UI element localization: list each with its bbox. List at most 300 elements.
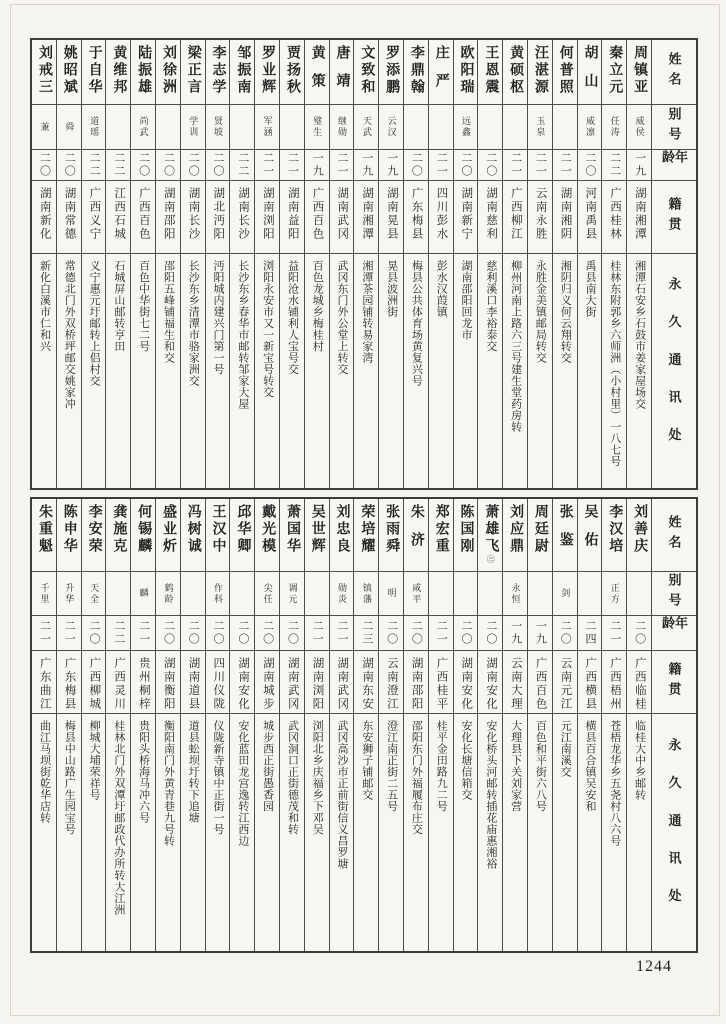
person-name-cell (528, 40, 552, 105)
person-native: 湖南安化 (485, 657, 498, 711)
person-native: 云南澄江 (385, 657, 398, 711)
person-address-cell (454, 254, 478, 488)
person-native-cell (627, 651, 651, 714)
person-alias-cell (280, 105, 304, 150)
person-native: 广西桂林 (609, 187, 622, 241)
person-alias-cell (379, 572, 403, 616)
person-address: 湘阴归义何云翔转交 (559, 260, 572, 364)
roster-table-top (30, 38, 698, 490)
person-address-cell (230, 254, 254, 488)
person-age: 二一 (336, 620, 349, 646)
person-native-cell (305, 651, 329, 714)
person-address: 道县蚣坝圩转下追塘 (187, 720, 200, 824)
person-name-text: 罗业辉 (260, 45, 276, 96)
person-column (280, 40, 305, 488)
person-alias: 尚武 (138, 116, 149, 138)
person-name-cell (627, 40, 651, 105)
person-native: 广西义宁 (88, 187, 101, 241)
person-name-cell (32, 499, 56, 572)
person-address-cell (305, 714, 329, 951)
person-name (358, 504, 374, 571)
person-name-cell (206, 499, 230, 572)
person-age: 一九 (360, 152, 373, 178)
person-name-text: 秦立元 (607, 45, 623, 96)
person-name-text: 陈申华 (61, 504, 77, 555)
person-address: 慈利溪口李裕泰交 (484, 260, 497, 352)
person-name-text: 王恩震 (483, 45, 499, 96)
person-alias: 军涵 (262, 116, 273, 138)
person-address: 百色龙城乡梅桂村 (311, 260, 324, 352)
person-column (503, 40, 528, 488)
person-name-text: 贾扬秋 (284, 45, 300, 96)
person-native: 江西石城 (113, 187, 126, 241)
person-alias-cell (429, 572, 453, 616)
person-native-cell (429, 181, 453, 254)
person-age: 二一 (286, 152, 299, 178)
person-age: 二〇 (63, 152, 76, 178)
person-age-cell (305, 150, 329, 181)
person-name-text: 何普照 (557, 45, 573, 96)
person-name (135, 45, 151, 104)
person-name (458, 504, 474, 571)
person-native-cell (503, 651, 527, 714)
person-alias: 剑 (560, 588, 571, 599)
person-native: 广西梧州 (609, 657, 622, 711)
person-age: 二〇 (212, 152, 225, 178)
person-age: 二〇 (236, 620, 249, 646)
column-header-alias (652, 572, 696, 616)
column-header-native-label: 籍贯 (666, 661, 682, 703)
person-column (553, 40, 578, 488)
person-age: 二三 (360, 620, 373, 646)
person-name (185, 45, 201, 104)
person-name-cell (478, 40, 502, 105)
person-native-cell (553, 651, 577, 714)
person-name (86, 45, 102, 104)
person-name-cell (280, 499, 304, 572)
column-header-address (652, 714, 696, 951)
person-age-cell (32, 150, 56, 181)
person-address: 义宁惠元圩邮转上侣村交 (88, 260, 101, 387)
person-name-cell (82, 40, 106, 105)
column-header-age-label: 年龄 (660, 616, 688, 637)
person-alias-cell (354, 572, 378, 616)
person-native: 湖南益阳 (286, 187, 299, 241)
person-name-cell (627, 499, 651, 572)
person-native: 湖南衡阳 (162, 657, 175, 711)
person-address: 仪陇新寺镇中正街一号 (212, 720, 225, 835)
person-name-cell (106, 499, 130, 572)
person-native: 湖南新宁 (460, 187, 473, 241)
person-name (36, 45, 52, 104)
person-alias: 道瑶 (89, 116, 100, 138)
person-age-cell (627, 616, 651, 651)
person-age-cell (478, 616, 502, 651)
person-age: 二〇 (137, 152, 150, 178)
person-address: 永胜金美镇邮局转交 (534, 260, 547, 364)
person-name (284, 45, 300, 104)
person-native: 湖南常德 (63, 187, 76, 241)
person-address-cell (627, 254, 651, 488)
person-age-cell (255, 150, 279, 181)
person-address-cell (404, 254, 428, 488)
person-address: 百色和平街六八号 (534, 720, 547, 812)
person-name-text: 盛业炘 (160, 504, 176, 555)
person-address-cell (280, 254, 304, 488)
person-age: 二〇 (460, 152, 473, 178)
person-name (507, 45, 523, 104)
person-name (458, 45, 474, 104)
person-native: 湖南长沙 (237, 187, 250, 241)
person-native: 湖南晃县 (385, 187, 398, 241)
person-column (305, 40, 330, 488)
header-column (652, 499, 696, 951)
person-name-text: 李鼎翰 (408, 45, 424, 96)
person-address-cell (106, 714, 130, 951)
person-native-cell (156, 181, 180, 254)
person-address: 邵阳东门外福履布庄交 (410, 720, 423, 835)
person-name-text: 于自华 (86, 45, 102, 96)
person-address: 沔阳城内建兴门第一号 (212, 260, 225, 375)
person-name-text: 郑宏重 (433, 504, 449, 555)
person-age-cell (131, 150, 155, 181)
person-name-text: 张鉴 (557, 504, 573, 560)
person-address: 桂林东附郭乡六师洲（小村里）一八七号 (608, 260, 621, 467)
person-address-cell (305, 254, 329, 488)
person-column (429, 499, 454, 951)
person-native: 云南元江 (559, 657, 572, 711)
person-native-cell (379, 181, 403, 254)
person-native-cell (181, 651, 205, 714)
person-age-cell (454, 150, 478, 181)
person-native: 广东梅县 (410, 187, 423, 241)
person-name (557, 504, 573, 571)
person-column (230, 499, 255, 951)
person-address: 梅县中山路广生园宝号 (63, 720, 76, 835)
person-alias-cell (57, 572, 81, 616)
person-native-cell (478, 651, 502, 714)
person-age-cell (602, 616, 626, 651)
person-alias-cell (528, 572, 552, 616)
person-name-cell (379, 499, 403, 572)
person-alias: 千里 (39, 582, 50, 605)
person-name-text: 吴佑 (582, 504, 598, 560)
person-native: 湖南武冈 (336, 657, 349, 711)
person-name-cell (404, 40, 428, 105)
person-age: 二〇 (410, 620, 423, 646)
person-address-cell (255, 254, 279, 488)
person-native: 四川彭水 (435, 187, 448, 241)
person-age-cell (404, 150, 428, 181)
person-native-cell (106, 651, 130, 714)
person-column (578, 499, 603, 951)
person-alias: 麟 (138, 588, 149, 599)
person-age: 一九 (534, 620, 547, 646)
person-age-cell (181, 616, 205, 651)
person-address-cell (478, 714, 502, 951)
person-native: 湖南湘阴 (559, 187, 572, 241)
person-address-cell (578, 254, 602, 488)
person-name-cell (206, 40, 230, 105)
person-native-cell (255, 181, 279, 254)
person-alias: 作科 (213, 582, 224, 605)
person-native-cell (330, 181, 354, 254)
person-alias-cell (627, 572, 651, 616)
person-address-cell (379, 714, 403, 951)
person-native-cell (602, 181, 626, 254)
person-name-cell (553, 40, 577, 105)
person-name-cell (305, 40, 329, 105)
person-column (156, 499, 181, 951)
person-age: 二二 (112, 620, 125, 646)
person-age: 二一 (534, 152, 547, 178)
person-address: 湖南邵阳回龙市 (460, 260, 473, 341)
person-name-cell (429, 40, 453, 105)
person-column (478, 499, 503, 951)
person-age-cell (553, 616, 577, 651)
person-name-text: 刘应鼎 (508, 504, 524, 555)
person-native-cell (32, 651, 56, 714)
person-address-cell (553, 714, 577, 951)
person-address-cell (528, 254, 552, 488)
person-name-text: 陆振雄 (136, 45, 152, 96)
person-name (259, 45, 275, 104)
person-age: 二一 (509, 152, 522, 178)
person-native-cell (206, 181, 230, 254)
person-name (61, 504, 77, 571)
person-name-cell (478, 499, 502, 572)
person-age-cell (106, 150, 130, 181)
person-age-cell (578, 150, 602, 181)
person-alias: 咸平 (411, 582, 422, 605)
header-column (652, 40, 696, 488)
person-name-cell (255, 499, 279, 572)
person-age: 二〇 (162, 620, 175, 646)
person-name-text: 周廷尉 (532, 504, 548, 555)
person-address-cell (404, 714, 428, 951)
person-column (354, 40, 379, 488)
person-name-text: 姚昭斌 (61, 45, 77, 96)
column-header-age (652, 616, 696, 651)
person-native: 湖南新化 (38, 187, 51, 241)
person-alias-cell (305, 572, 329, 616)
column-header-age (652, 150, 696, 181)
person-alias: 勋炎 (337, 582, 348, 605)
person-age-cell (503, 150, 527, 181)
person-age: 二〇 (460, 620, 473, 646)
person-address-cell (454, 714, 478, 951)
person-native: 广西百色 (137, 187, 150, 241)
person-age-cell (330, 616, 354, 651)
person-column (478, 40, 503, 488)
person-age: 二〇 (484, 620, 497, 646)
person-age: 一九 (509, 620, 522, 646)
person-name (309, 45, 325, 104)
person-address: 浏阳永安市又一新宝号转交 (261, 260, 274, 398)
person-column (627, 40, 652, 488)
person-age-cell (454, 616, 478, 651)
person-name-text: 荣培耀 (359, 504, 375, 555)
person-address-cell (429, 714, 453, 951)
person-native: 广西临桂 (633, 657, 646, 711)
person-name-cell (330, 40, 354, 105)
person-address: 衡阳南门外黄青巷九号转 (162, 720, 175, 847)
person-column (32, 499, 57, 951)
person-name (482, 45, 498, 104)
person-name-cell (131, 40, 155, 105)
person-address-cell (478, 254, 502, 488)
person-age-cell (230, 616, 254, 651)
column-header-age-label: 年龄 (660, 150, 688, 171)
person-column (82, 499, 107, 951)
person-name (210, 504, 226, 571)
person-native: 湖南浏阳 (311, 657, 324, 711)
person-age-cell (404, 616, 428, 651)
person-address: 安化长塘信箱交 (460, 720, 473, 801)
person-address-cell (602, 254, 626, 488)
person-alias-cell (478, 105, 502, 150)
person-name-cell (454, 40, 478, 105)
person-native-cell (354, 181, 378, 254)
person-native: 广西柳城 (88, 657, 101, 711)
person-age-cell (131, 616, 155, 651)
person-native-cell (131, 181, 155, 254)
person-name (234, 45, 250, 104)
person-alias: 云汉 (386, 116, 397, 138)
person-address: 桂平金田路九二号 (435, 720, 448, 812)
person-column (181, 40, 206, 488)
person-address: 东安狮子铺邮交 (360, 720, 373, 801)
person-native-cell (181, 181, 205, 254)
person-name (86, 504, 102, 571)
person-alias-cell (181, 105, 205, 150)
person-name (408, 45, 424, 104)
person-native-cell (82, 651, 106, 714)
person-name (61, 45, 77, 104)
person-alias-cell (106, 572, 130, 616)
person-column (330, 40, 355, 488)
person-alias-cell (330, 572, 354, 616)
person-name-cell (528, 499, 552, 572)
person-age: 二一 (336, 152, 349, 178)
person-column (131, 499, 156, 951)
person-name (36, 504, 52, 571)
person-alias-cell (429, 105, 453, 150)
person-column (280, 499, 305, 951)
person-age-cell (156, 150, 180, 181)
person-address: 梅县公共体育场黄复兴号 (410, 260, 423, 387)
person-name-note: ㊂ (486, 555, 496, 563)
person-native: 广西百色 (534, 657, 547, 711)
person-address: 柳城大埔荣祥号 (88, 720, 101, 801)
person-name-text: 庄严 (433, 45, 449, 101)
person-alias-cell (255, 572, 279, 616)
person-name-cell (602, 40, 626, 105)
person-alias: 舜 (64, 121, 75, 133)
person-name-text: 邹振南 (235, 45, 251, 96)
person-address-cell (82, 254, 106, 488)
person-address-cell (131, 714, 155, 951)
person-name-cell (57, 40, 81, 105)
person-name-text: 黄维邦 (111, 45, 127, 96)
person-name-text: 邱华卿 (235, 504, 251, 555)
person-name-text: 黄硕枢 (508, 45, 524, 96)
person-age: 二一 (38, 620, 51, 646)
person-name (234, 504, 250, 571)
person-alias-cell (578, 572, 602, 616)
person-name (582, 504, 598, 571)
person-address: 柳州河南上路六三号建生堂药房转 (509, 260, 522, 433)
person-native: 广西桂平 (435, 657, 448, 711)
person-alias: 兼 (39, 121, 50, 133)
person-native: 云南永胜 (534, 187, 547, 241)
person-native-cell (230, 651, 254, 714)
person-address: 武冈东门外公堂上转交 (336, 260, 349, 375)
person-name (408, 504, 424, 571)
person-column (379, 40, 404, 488)
person-native-cell (478, 181, 502, 254)
person-alias: 尖任 (262, 582, 273, 605)
person-address-cell (429, 254, 453, 488)
person-alias-cell (404, 105, 428, 150)
person-name-text: 吴世辉 (309, 504, 325, 555)
person-address-cell (553, 254, 577, 488)
person-native-cell (82, 181, 106, 254)
person-address-cell (255, 714, 279, 951)
person-alias-cell (82, 105, 106, 150)
person-name-cell (230, 40, 254, 105)
person-address-cell (627, 714, 651, 951)
person-age-cell (503, 616, 527, 651)
person-alias: 镇藩 (361, 582, 372, 605)
person-column (131, 40, 156, 488)
person-native: 广西灵川 (113, 657, 126, 711)
person-alias: 远鑫 (461, 116, 472, 138)
person-alias: 永恒 (510, 582, 521, 605)
person-column (354, 499, 379, 951)
person-native-cell (32, 181, 56, 254)
person-name-cell (429, 499, 453, 572)
person-age-cell (379, 150, 403, 181)
person-column (454, 40, 479, 488)
person-address: 湘潭茶园铺转易家湾 (360, 260, 373, 364)
column-header-alias-label: 别号 (666, 573, 682, 614)
person-native-cell (578, 651, 602, 714)
person-alias-cell (32, 105, 56, 150)
person-age-cell (206, 150, 230, 181)
person-name (110, 45, 126, 104)
person-column (32, 40, 57, 488)
person-native-cell (230, 181, 254, 254)
person-address-cell (181, 714, 205, 951)
person-name-text: 刘戒三 (36, 45, 52, 96)
person-address-cell (206, 254, 230, 488)
person-alias: 玉泉 (535, 116, 546, 138)
person-name-text: 刘善庆 (632, 504, 648, 555)
person-column (404, 499, 429, 951)
person-name (507, 504, 523, 571)
person-age: 二四 (584, 620, 596, 646)
person-age: 二〇 (162, 152, 175, 178)
person-name-text: 何锡麟 (136, 504, 152, 555)
person-name (259, 504, 275, 571)
person-alias: 璧生 (312, 116, 323, 138)
person-native-cell (255, 651, 279, 714)
person-alias-cell (354, 105, 378, 150)
column-header-native-label: 籍贯 (666, 196, 682, 238)
column-header-name (652, 40, 696, 105)
person-column (602, 499, 627, 951)
